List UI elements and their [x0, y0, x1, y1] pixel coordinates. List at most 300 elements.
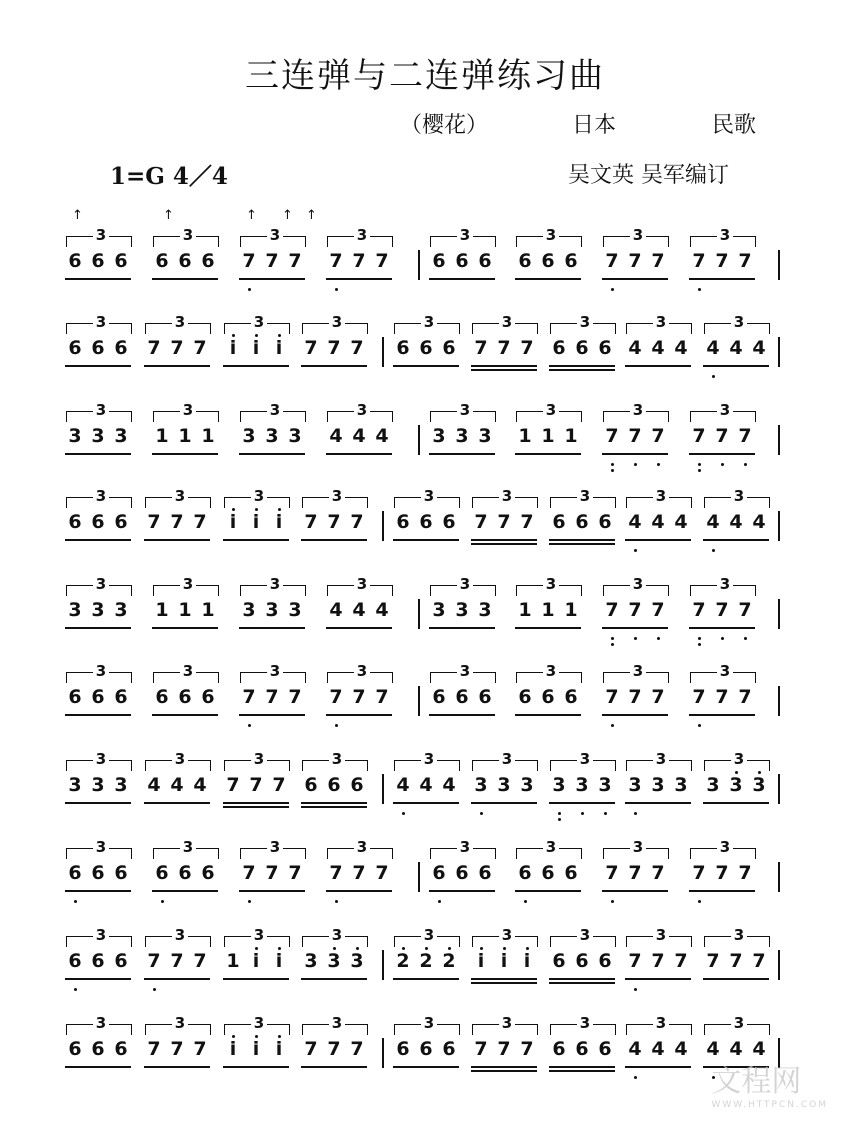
- duration-underline: [239, 278, 305, 280]
- note: 7: [242, 250, 256, 272]
- note: 7: [288, 250, 302, 272]
- triplet-number: 3: [470, 313, 544, 331]
- triplet-number: 3: [702, 926, 776, 944]
- note: 7: [226, 774, 240, 796]
- triplet-number: 3: [470, 926, 544, 944]
- duration-underline: [326, 714, 392, 716]
- triplet-group: [325, 577, 399, 657]
- duration-underline: [429, 453, 495, 455]
- triplet-group: [143, 928, 217, 1008]
- duration-underline: [549, 1066, 615, 1068]
- note: 6: [304, 774, 318, 796]
- note: 6: [91, 337, 105, 359]
- note: 4: [674, 1038, 688, 1060]
- note: 7: [715, 425, 729, 447]
- triplet-number: 3: [64, 226, 138, 244]
- bar-line: [382, 337, 384, 367]
- note: 6: [432, 686, 446, 708]
- lower-octave-dot: [74, 900, 77, 903]
- triplet-number: 3: [688, 838, 762, 856]
- note: 3: [729, 774, 743, 796]
- note: 6: [396, 337, 410, 359]
- triplet-group: [688, 403, 762, 483]
- duration-underline: [625, 1066, 691, 1068]
- note: 6: [155, 862, 169, 884]
- triplet-group: [143, 315, 217, 395]
- note: 7: [265, 250, 279, 272]
- note: 6: [114, 950, 128, 972]
- note: 6: [419, 337, 433, 359]
- triplet-number: 3: [624, 487, 698, 505]
- duration-underline: [689, 890, 755, 892]
- note: 7: [147, 511, 161, 533]
- bar-line: [778, 774, 780, 804]
- triplet-group: [548, 489, 622, 569]
- note: 6: [552, 1038, 566, 1060]
- triplet-group: [222, 928, 296, 1008]
- note: 3: [628, 774, 642, 796]
- note: 1: [541, 425, 555, 447]
- triplet-number: 3: [64, 313, 138, 331]
- note: 4: [375, 599, 389, 621]
- triplet-number: 3: [325, 662, 399, 680]
- lower-octave-dot: [581, 812, 584, 815]
- note: 6: [91, 862, 105, 884]
- duration-underline: [326, 890, 392, 892]
- note: 7: [738, 250, 752, 272]
- triplet-group: [300, 315, 374, 395]
- duration-underline: [393, 365, 459, 367]
- lower-octave-dot: [657, 637, 660, 640]
- triplet-group: [238, 840, 312, 920]
- triplet-group: [688, 664, 762, 744]
- triplet-number: 3: [64, 838, 138, 856]
- note: 7: [193, 950, 207, 972]
- duration-underline: [65, 278, 131, 280]
- lower-octave-dot: [558, 818, 561, 821]
- note: 3: [432, 425, 446, 447]
- triplet-group: [624, 1016, 698, 1096]
- note: 6: [91, 686, 105, 708]
- note: 6: [541, 686, 555, 708]
- duration-underline: [625, 978, 691, 980]
- triplet-number: 3: [151, 662, 225, 680]
- lower-octave-dot: [161, 900, 164, 903]
- lower-octave-dot: [698, 288, 701, 291]
- note: 7: [147, 337, 161, 359]
- triplet-number: 3: [428, 401, 502, 419]
- triplet-group: [151, 403, 225, 483]
- note: 4: [674, 511, 688, 533]
- duration-underline: [65, 453, 131, 455]
- note: 7: [497, 337, 511, 359]
- duration-underline: [393, 539, 459, 541]
- triplet-number: 3: [548, 313, 622, 331]
- duration-underline-2: [301, 806, 367, 808]
- note: 3: [478, 599, 492, 621]
- note: 4: [352, 599, 366, 621]
- note: 6: [68, 686, 82, 708]
- note: 6: [455, 862, 469, 884]
- duration-underline: [703, 978, 769, 980]
- triplet-group: [64, 928, 138, 1008]
- triplet-number: 3: [300, 1014, 374, 1032]
- note: 6: [419, 1038, 433, 1060]
- note: 7: [265, 686, 279, 708]
- triplet-number: 3: [300, 313, 374, 331]
- lower-octave-dot: [438, 900, 441, 903]
- triplet-number: 3: [470, 487, 544, 505]
- triplet-number: 3: [392, 1014, 466, 1032]
- note: i: [477, 950, 485, 972]
- note: 3: [114, 599, 128, 621]
- triplet-group: [470, 752, 544, 832]
- duration-underline: [239, 627, 305, 629]
- bar-line: [382, 950, 384, 980]
- note: 7: [706, 950, 720, 972]
- upper-octave-dot: [503, 947, 506, 950]
- note: 7: [352, 686, 366, 708]
- note: 7: [520, 511, 534, 533]
- note: 4: [752, 511, 766, 533]
- note: 7: [752, 950, 766, 972]
- triplet-group: [392, 489, 466, 569]
- stroke-arrow-icon: ↑: [282, 208, 293, 223]
- note: 7: [147, 1038, 161, 1060]
- duration-underline: [471, 365, 537, 367]
- note: 6: [91, 950, 105, 972]
- note: 7: [327, 337, 341, 359]
- upper-octave-dot: [255, 508, 258, 511]
- triplet-group: [428, 403, 502, 483]
- note: 6: [552, 337, 566, 359]
- note: 4: [651, 337, 665, 359]
- note: i: [275, 337, 283, 359]
- bar-line: [418, 862, 420, 892]
- note: 7: [170, 950, 184, 972]
- note: 6: [155, 250, 169, 272]
- duration-underline: [326, 627, 392, 629]
- note: 3: [91, 425, 105, 447]
- triplet-group: [514, 664, 588, 744]
- note: 4: [674, 337, 688, 359]
- bar-line: [778, 599, 780, 629]
- duration-underline: [301, 978, 367, 980]
- note: 3: [91, 599, 105, 621]
- triplet-number: 3: [688, 226, 762, 244]
- note: 7: [715, 599, 729, 621]
- staff-row: [0, 577, 850, 657]
- note: 4: [419, 774, 433, 796]
- triplet-number: 3: [300, 750, 374, 768]
- note: 3: [575, 774, 589, 796]
- note: 7: [738, 599, 752, 621]
- note: 7: [474, 1038, 488, 1060]
- triplet-group: [392, 315, 466, 395]
- lower-octave-dot: [698, 643, 701, 646]
- duration-underline: [152, 278, 218, 280]
- triplet-group: [64, 1016, 138, 1096]
- upper-octave-dot: [526, 947, 529, 950]
- triplet-number: 3: [601, 838, 675, 856]
- triplet-group: [624, 489, 698, 569]
- note: 6: [396, 511, 410, 533]
- duration-underline: [429, 714, 495, 716]
- triplet-group: [548, 752, 622, 832]
- lower-octave-dot: [744, 637, 747, 640]
- lower-octave-dot: [698, 900, 701, 903]
- triplet-number: 3: [470, 1014, 544, 1032]
- triplet-group: [601, 840, 675, 920]
- staff-row: [0, 489, 850, 569]
- upper-octave-dot: [232, 508, 235, 511]
- note: 6: [455, 686, 469, 708]
- note: 6: [478, 862, 492, 884]
- note: 1: [226, 950, 240, 972]
- note: 6: [350, 774, 364, 796]
- note: 6: [432, 250, 446, 272]
- note: 6: [575, 511, 589, 533]
- triplet-group: [428, 840, 502, 920]
- triplet-group: [702, 752, 776, 832]
- note: 6: [518, 862, 532, 884]
- triplet-number: 3: [238, 662, 312, 680]
- note: 7: [628, 250, 642, 272]
- duration-underline: [625, 802, 691, 804]
- upper-octave-dot: [232, 334, 235, 337]
- triplet-number: 3: [151, 401, 225, 419]
- triplet-group: [143, 1016, 217, 1096]
- upper-octave-dot: [735, 771, 738, 774]
- triplet-group: [64, 752, 138, 832]
- note: 6: [68, 250, 82, 272]
- bar-line: [778, 950, 780, 980]
- note: 6: [68, 862, 82, 884]
- duration-underline: [549, 365, 615, 367]
- duration-underline: [239, 453, 305, 455]
- note: 3: [497, 774, 511, 796]
- duration-underline: [471, 1066, 537, 1068]
- note: 6: [518, 250, 532, 272]
- note: 1: [178, 599, 192, 621]
- lower-octave-dot: [611, 463, 614, 466]
- key-signature: 1=G 4／4: [110, 163, 228, 190]
- duration-underline: [515, 453, 581, 455]
- triplet-group: [325, 664, 399, 744]
- lower-octave-dot: [611, 469, 614, 472]
- duration-underline: [144, 365, 210, 367]
- triplet-group: [143, 489, 217, 569]
- duration-underline: [144, 978, 210, 980]
- triplet-group: [702, 315, 776, 395]
- triplet-number: 3: [392, 487, 466, 505]
- triplet-group: [470, 1016, 544, 1096]
- bar-line: [418, 599, 420, 629]
- note: 4: [706, 1038, 720, 1060]
- note: 7: [605, 862, 619, 884]
- lower-octave-dot: [712, 549, 715, 552]
- triplet-number: 3: [143, 926, 217, 944]
- note: 3: [327, 950, 341, 972]
- duration-underline: [515, 278, 581, 280]
- note: 7: [651, 425, 665, 447]
- triplet-number: 3: [601, 401, 675, 419]
- bar-line: [382, 511, 384, 541]
- note: 6: [91, 511, 105, 533]
- note: 6: [552, 950, 566, 972]
- triplet-group: [601, 577, 675, 657]
- note: 6: [478, 250, 492, 272]
- bar-line: [778, 337, 780, 367]
- note: 6: [442, 337, 456, 359]
- note: 7: [170, 1038, 184, 1060]
- note: 7: [715, 250, 729, 272]
- triplet-group: [624, 315, 698, 395]
- lower-octave-dot: [248, 288, 251, 291]
- triplet-group: [702, 928, 776, 1008]
- triplet-group: [238, 403, 312, 483]
- bar-line: [778, 511, 780, 541]
- triplet-number: 3: [702, 1014, 776, 1032]
- note: 3: [265, 425, 279, 447]
- triplet-group: [238, 664, 312, 744]
- duration-underline: [471, 802, 537, 804]
- bar-line: [382, 774, 384, 804]
- note: 2: [442, 950, 456, 972]
- upper-octave-dot: [333, 947, 336, 950]
- note: 7: [692, 599, 706, 621]
- triplet-number: 3: [238, 226, 312, 244]
- triplet-group: [428, 577, 502, 657]
- note: 7: [474, 511, 488, 533]
- triplet-number: 3: [392, 313, 466, 331]
- note: i: [252, 511, 260, 533]
- piece-name: （樱花）: [400, 113, 489, 138]
- duration-underline: [393, 978, 459, 980]
- upper-octave-dot: [278, 334, 281, 337]
- duration-underline: [515, 890, 581, 892]
- lower-octave-dot: [634, 988, 637, 991]
- note: 7: [628, 425, 642, 447]
- note: 7: [329, 686, 343, 708]
- note: 4: [706, 511, 720, 533]
- triplet-number: 3: [624, 313, 698, 331]
- triplet-number: 3: [222, 1014, 296, 1032]
- upper-octave-dot: [278, 947, 281, 950]
- triplet-number: 3: [514, 838, 588, 856]
- duration-underline: [65, 890, 131, 892]
- stroke-arrow-icon: ↑: [72, 208, 83, 223]
- note: 6: [598, 511, 612, 533]
- bar-line: [778, 686, 780, 716]
- note: 4: [729, 1038, 743, 1060]
- note: 3: [674, 774, 688, 796]
- triplet-number: 3: [143, 750, 217, 768]
- note: 6: [91, 250, 105, 272]
- lower-octave-dot: [698, 469, 701, 472]
- triplet-group: [428, 664, 502, 744]
- duration-underline: [152, 627, 218, 629]
- duration-underline: [703, 365, 769, 367]
- note: 3: [752, 774, 766, 796]
- duration-underline-2: [549, 982, 615, 984]
- duration-underline: [703, 802, 769, 804]
- triplet-group: [548, 315, 622, 395]
- note: 4: [729, 337, 743, 359]
- triplet-group: [470, 489, 544, 569]
- arranger-credit: 吴文英 吴军编订: [568, 163, 729, 188]
- staff-row: [0, 840, 850, 920]
- duration-underline-2: [471, 982, 537, 984]
- note: 7: [628, 686, 642, 708]
- triplet-group: [300, 489, 374, 569]
- duration-underline: [602, 714, 668, 716]
- triplet-number: 3: [325, 401, 399, 419]
- triplet-number: 3: [428, 662, 502, 680]
- triplet-group: [64, 403, 138, 483]
- duration-underline: [689, 714, 755, 716]
- triplet-group: [151, 228, 225, 308]
- triplet-number: 3: [300, 487, 374, 505]
- note: 3: [288, 599, 302, 621]
- note: 6: [575, 950, 589, 972]
- note: 1: [178, 425, 192, 447]
- lower-octave-dot: [611, 900, 614, 903]
- triplet-number: 3: [392, 926, 466, 944]
- triplet-number: 3: [64, 401, 138, 419]
- triplet-number: 3: [688, 662, 762, 680]
- triplet-number: 3: [601, 662, 675, 680]
- triplet-number: 3: [222, 750, 296, 768]
- triplet-number: 3: [514, 662, 588, 680]
- note: 3: [68, 599, 82, 621]
- triplet-group: [624, 752, 698, 832]
- note: 6: [598, 1038, 612, 1060]
- note: i: [500, 950, 508, 972]
- duration-underline: [515, 714, 581, 716]
- note: 7: [520, 337, 534, 359]
- triplet-number: 3: [624, 926, 698, 944]
- duration-underline-2: [223, 806, 289, 808]
- note: 7: [350, 511, 364, 533]
- triplet-number: 3: [428, 226, 502, 244]
- note: 6: [564, 250, 578, 272]
- duration-underline-2: [549, 369, 615, 371]
- duration-underline: [703, 539, 769, 541]
- note: 6: [178, 862, 192, 884]
- triplet-number: 3: [64, 662, 138, 680]
- note: 7: [329, 250, 343, 272]
- upper-octave-dot: [448, 947, 451, 950]
- duration-underline: [239, 890, 305, 892]
- lower-octave-dot: [634, 463, 637, 466]
- duration-underline: [223, 978, 289, 980]
- note: i: [275, 950, 283, 972]
- note: 7: [193, 337, 207, 359]
- note: 7: [375, 686, 389, 708]
- triplet-group: [702, 489, 776, 569]
- triplet-number: 3: [143, 487, 217, 505]
- lower-octave-dot: [634, 637, 637, 640]
- triplet-group: [514, 403, 588, 483]
- note: 7: [329, 862, 343, 884]
- note: 4: [147, 774, 161, 796]
- watermark-logo: [711, 1056, 828, 1110]
- duration-underline: [223, 539, 289, 541]
- note: 7: [352, 862, 366, 884]
- note: 7: [327, 511, 341, 533]
- note: 7: [265, 862, 279, 884]
